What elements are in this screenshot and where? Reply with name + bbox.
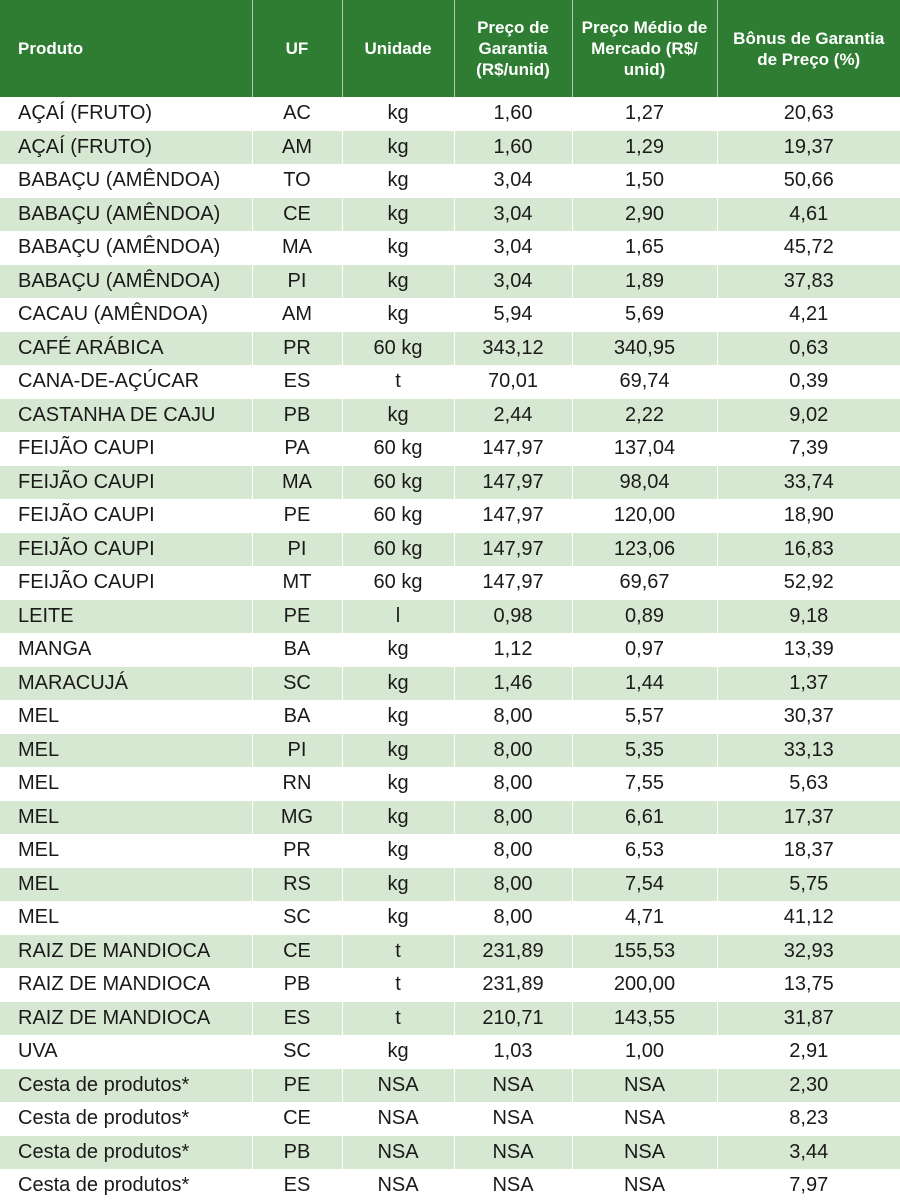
- table-row: [0, 399, 900, 433]
- cell-bonus: 7,39: [717, 432, 900, 466]
- cell-unidade: NSA: [342, 1069, 454, 1103]
- cell-uf: PR: [252, 834, 342, 868]
- cell-preco-medio: 120,00: [572, 499, 717, 533]
- cell-preco-medio: 7,55: [572, 767, 717, 801]
- cell-preco-garantia: 147,97: [454, 533, 572, 567]
- cell-uf: PE: [252, 600, 342, 634]
- cell-bonus: 4,61: [717, 198, 900, 232]
- cell-preco-garantia: 231,89: [454, 968, 572, 1002]
- cell-produto: MEL: [0, 868, 252, 902]
- cell-produto: MEL: [0, 834, 252, 868]
- cell-preco-garantia: 147,97: [454, 432, 572, 466]
- cell-preco-medio: 6,53: [572, 834, 717, 868]
- cell-uf: MA: [252, 466, 342, 500]
- table-row: [0, 231, 900, 265]
- cell-uf: PI: [252, 533, 342, 567]
- cell-bonus: 5,75: [717, 868, 900, 902]
- cell-unidade: t: [342, 365, 454, 399]
- cell-produto: UVA: [0, 1035, 252, 1069]
- table-row: [0, 868, 900, 902]
- table-row: [0, 633, 900, 667]
- table-body: [0, 97, 900, 1203]
- cell-unidade: kg: [342, 231, 454, 265]
- cell-produto: BABAÇU (AMÊNDOA): [0, 265, 252, 299]
- cell-preco-garantia: 231,89: [454, 935, 572, 969]
- table-row: [0, 1169, 900, 1203]
- cell-uf: PE: [252, 499, 342, 533]
- cell-uf: AM: [252, 131, 342, 165]
- cell-bonus: 2,91: [717, 1035, 900, 1069]
- cell-unidade: NSA: [342, 1136, 454, 1170]
- cell-produto: MEL: [0, 801, 252, 835]
- cell-bonus: 13,39: [717, 633, 900, 667]
- cell-bonus: 18,90: [717, 499, 900, 533]
- cell-bonus: 50,66: [717, 164, 900, 198]
- cell-unidade: kg: [342, 700, 454, 734]
- cell-produto: CANA-DE-AÇÚCAR: [0, 365, 252, 399]
- cell-preco-medio: 340,95: [572, 332, 717, 366]
- cell-bonus: 17,37: [717, 801, 900, 835]
- cell-uf: PI: [252, 734, 342, 768]
- cell-bonus: 33,13: [717, 734, 900, 768]
- cell-uf: RN: [252, 767, 342, 801]
- cell-produto: RAIZ DE MANDIOCA: [0, 1002, 252, 1036]
- cell-produto: MEL: [0, 767, 252, 801]
- cell-produto: RAIZ DE MANDIOCA: [0, 935, 252, 969]
- cell-bonus: 5,63: [717, 767, 900, 801]
- table-row: [0, 968, 900, 1002]
- cell-preco-medio: NSA: [572, 1136, 717, 1170]
- table-row: [0, 935, 900, 969]
- cell-unidade: kg: [342, 633, 454, 667]
- cell-preco-garantia: 8,00: [454, 734, 572, 768]
- cell-uf: SC: [252, 667, 342, 701]
- table-row: [0, 466, 900, 500]
- cell-unidade: kg: [342, 399, 454, 433]
- cell-bonus: 52,92: [717, 566, 900, 600]
- cell-unidade: 60 kg: [342, 533, 454, 567]
- table-row: [0, 1035, 900, 1069]
- table-row: [0, 365, 900, 399]
- cell-uf: TO: [252, 164, 342, 198]
- cell-preco-garantia: 1,46: [454, 667, 572, 701]
- cell-bonus: 32,93: [717, 935, 900, 969]
- cell-produto: CASTANHA DE CAJU: [0, 399, 252, 433]
- cell-preco-medio: 2,90: [572, 198, 717, 232]
- cell-produto: BABAÇU (AMÊNDOA): [0, 164, 252, 198]
- cell-unidade: kg: [342, 131, 454, 165]
- cell-produto: LEITE: [0, 600, 252, 634]
- cell-produto: FEIJÃO CAUPI: [0, 466, 252, 500]
- cell-unidade: t: [342, 935, 454, 969]
- cell-unidade: NSA: [342, 1169, 454, 1203]
- cell-bonus: 8,23: [717, 1102, 900, 1136]
- cell-preco-garantia: 8,00: [454, 801, 572, 835]
- cell-preco-medio: 5,69: [572, 298, 717, 332]
- cell-preco-garantia: 8,00: [454, 901, 572, 935]
- cell-preco-garantia: 210,71: [454, 1002, 572, 1036]
- cell-preco-medio: 1,27: [572, 97, 717, 131]
- cell-produto: MEL: [0, 901, 252, 935]
- cell-produto: BABAÇU (AMÊNDOA): [0, 198, 252, 232]
- cell-produto: MANGA: [0, 633, 252, 667]
- cell-unidade: kg: [342, 901, 454, 935]
- header-bonus: Bônus de Garantia de Preço (%): [717, 0, 900, 97]
- cell-bonus: 19,37: [717, 131, 900, 165]
- cell-preco-garantia: 2,44: [454, 399, 572, 433]
- cell-uf: PE: [252, 1069, 342, 1103]
- cell-preco-garantia: 8,00: [454, 868, 572, 902]
- cell-produto: Cesta de produtos*: [0, 1069, 252, 1103]
- cell-preco-medio: 1,89: [572, 265, 717, 299]
- cell-preco-garantia: 147,97: [454, 499, 572, 533]
- cell-unidade: 60 kg: [342, 499, 454, 533]
- cell-bonus: 3,44: [717, 1136, 900, 1170]
- table-row: [0, 97, 900, 131]
- cell-uf: CE: [252, 1102, 342, 1136]
- cell-bonus: 37,83: [717, 265, 900, 299]
- cell-uf: AC: [252, 97, 342, 131]
- cell-preco-medio: 1,65: [572, 231, 717, 265]
- table-header: [0, 0, 900, 97]
- cell-preco-garantia: 0,98: [454, 600, 572, 634]
- cell-preco-garantia: 3,04: [454, 164, 572, 198]
- cell-uf: MG: [252, 801, 342, 835]
- cell-bonus: 1,37: [717, 667, 900, 701]
- cell-unidade: 60 kg: [342, 332, 454, 366]
- table-row: [0, 298, 900, 332]
- cell-bonus: 18,37: [717, 834, 900, 868]
- cell-preco-medio: 155,53: [572, 935, 717, 969]
- cell-uf: BA: [252, 633, 342, 667]
- cell-preco-garantia: 3,04: [454, 231, 572, 265]
- cell-preco-medio: 5,57: [572, 700, 717, 734]
- cell-uf: PR: [252, 332, 342, 366]
- cell-bonus: 30,37: [717, 700, 900, 734]
- cell-preco-medio: 7,54: [572, 868, 717, 902]
- cell-produto: MARACUJÁ: [0, 667, 252, 701]
- cell-uf: ES: [252, 365, 342, 399]
- cell-uf: ES: [252, 1002, 342, 1036]
- cell-uf: ES: [252, 1169, 342, 1203]
- cell-produto: BABAÇU (AMÊNDOA): [0, 231, 252, 265]
- cell-uf: PA: [252, 432, 342, 466]
- cell-produto: CACAU (AMÊNDOA): [0, 298, 252, 332]
- table-row: [0, 265, 900, 299]
- cell-uf: PI: [252, 265, 342, 299]
- cell-preco-medio: 5,35: [572, 734, 717, 768]
- header-preco-garantia: Preço de Garantia (R$/unid): [454, 0, 572, 97]
- cell-preco-garantia: 1,60: [454, 97, 572, 131]
- cell-unidade: kg: [342, 667, 454, 701]
- cell-unidade: l: [342, 600, 454, 634]
- cell-preco-garantia: 147,97: [454, 466, 572, 500]
- cell-preco-medio: NSA: [572, 1069, 717, 1103]
- cell-uf: PB: [252, 968, 342, 1002]
- cell-produto: Cesta de produtos*: [0, 1102, 252, 1136]
- cell-unidade: kg: [342, 164, 454, 198]
- cell-unidade: kg: [342, 767, 454, 801]
- cell-preco-garantia: 70,01: [454, 365, 572, 399]
- cell-bonus: 7,97: [717, 1169, 900, 1203]
- cell-bonus: 2,30: [717, 1069, 900, 1103]
- header-row: [0, 0, 900, 97]
- cell-preco-medio: 123,06: [572, 533, 717, 567]
- cell-uf: AM: [252, 298, 342, 332]
- cell-unidade: kg: [342, 834, 454, 868]
- table-row: [0, 767, 900, 801]
- cell-preco-garantia: 8,00: [454, 834, 572, 868]
- cell-preco-medio: 69,67: [572, 566, 717, 600]
- cell-preco-medio: 98,04: [572, 466, 717, 500]
- cell-bonus: 0,39: [717, 365, 900, 399]
- cell-unidade: kg: [342, 734, 454, 768]
- cell-bonus: 45,72: [717, 231, 900, 265]
- cell-preco-medio: NSA: [572, 1169, 717, 1203]
- cell-unidade: kg: [342, 1035, 454, 1069]
- cell-preco-medio: 1,29: [572, 131, 717, 165]
- cell-preco-medio: 2,22: [572, 399, 717, 433]
- table-row: [0, 131, 900, 165]
- cell-preco-medio: 137,04: [572, 432, 717, 466]
- cell-preco-medio: 1,00: [572, 1035, 717, 1069]
- header-uf: UF: [252, 0, 342, 97]
- table-row: [0, 801, 900, 835]
- cell-uf: CE: [252, 198, 342, 232]
- cell-preco-garantia: 8,00: [454, 700, 572, 734]
- table-row: [0, 667, 900, 701]
- cell-bonus: 31,87: [717, 1002, 900, 1036]
- cell-bonus: 20,63: [717, 97, 900, 131]
- cell-preco-garantia: 1,03: [454, 1035, 572, 1069]
- table-row: [0, 332, 900, 366]
- cell-preco-medio: 4,71: [572, 901, 717, 935]
- cell-preco-medio: 143,55: [572, 1002, 717, 1036]
- table-row: [0, 834, 900, 868]
- cell-preco-medio: 1,50: [572, 164, 717, 198]
- cell-produto: Cesta de produtos*: [0, 1136, 252, 1170]
- cell-unidade: kg: [342, 868, 454, 902]
- table-row: [0, 600, 900, 634]
- cell-preco-medio: 200,00: [572, 968, 717, 1002]
- table-row: [0, 700, 900, 734]
- cell-preco-garantia: 147,97: [454, 566, 572, 600]
- cell-produto: RAIZ DE MANDIOCA: [0, 968, 252, 1002]
- cell-bonus: 13,75: [717, 968, 900, 1002]
- table-row: [0, 734, 900, 768]
- cell-preco-garantia: NSA: [454, 1136, 572, 1170]
- cell-uf: PB: [252, 1136, 342, 1170]
- cell-unidade: t: [342, 968, 454, 1002]
- cell-preco-medio: 6,61: [572, 801, 717, 835]
- cell-uf: CE: [252, 935, 342, 969]
- cell-produto: AÇAÍ (FRUTO): [0, 97, 252, 131]
- table-row: [0, 198, 900, 232]
- table-row: [0, 432, 900, 466]
- cell-preco-garantia: NSA: [454, 1102, 572, 1136]
- cell-preco-garantia: 5,94: [454, 298, 572, 332]
- cell-unidade: 60 kg: [342, 432, 454, 466]
- cell-produto: FEIJÃO CAUPI: [0, 499, 252, 533]
- cell-preco-garantia: 1,12: [454, 633, 572, 667]
- cell-uf: RS: [252, 868, 342, 902]
- table-row: [0, 566, 900, 600]
- cell-unidade: 60 kg: [342, 466, 454, 500]
- cell-bonus: 0,63: [717, 332, 900, 366]
- cell-preco-medio: 1,44: [572, 667, 717, 701]
- header-preco-medio: Preço Médio de Mercado (R$/ unid): [572, 0, 717, 97]
- cell-preco-garantia: 8,00: [454, 767, 572, 801]
- cell-produto: FEIJÃO CAUPI: [0, 432, 252, 466]
- cell-preco-garantia: NSA: [454, 1169, 572, 1203]
- table-row: [0, 1102, 900, 1136]
- cell-unidade: 60 kg: [342, 566, 454, 600]
- cell-preco-garantia: 343,12: [454, 332, 572, 366]
- cell-preco-medio: 0,89: [572, 600, 717, 634]
- cell-uf: SC: [252, 901, 342, 935]
- cell-preco-garantia: 3,04: [454, 265, 572, 299]
- cell-bonus: 9,02: [717, 399, 900, 433]
- cell-uf: SC: [252, 1035, 342, 1069]
- cell-produto: MEL: [0, 734, 252, 768]
- cell-unidade: kg: [342, 265, 454, 299]
- cell-uf: PB: [252, 399, 342, 433]
- cell-bonus: 33,74: [717, 466, 900, 500]
- cell-bonus: 16,83: [717, 533, 900, 567]
- table-row: [0, 1136, 900, 1170]
- cell-unidade: kg: [342, 198, 454, 232]
- table-row: [0, 164, 900, 198]
- cell-unidade: kg: [342, 298, 454, 332]
- cell-produto: AÇAÍ (FRUTO): [0, 131, 252, 165]
- table-row: [0, 1069, 900, 1103]
- cell-produto: FEIJÃO CAUPI: [0, 533, 252, 567]
- table-row: [0, 499, 900, 533]
- cell-produto: MEL: [0, 700, 252, 734]
- header-unidade: Unidade: [342, 0, 454, 97]
- header-produto: Produto: [18, 39, 84, 58]
- cell-preco-medio: 69,74: [572, 365, 717, 399]
- cell-unidade: kg: [342, 801, 454, 835]
- cell-preco-medio: 0,97: [572, 633, 717, 667]
- cell-uf: MA: [252, 231, 342, 265]
- cell-preco-garantia: NSA: [454, 1069, 572, 1103]
- cell-preco-garantia: 1,60: [454, 131, 572, 165]
- cell-produto: FEIJÃO CAUPI: [0, 566, 252, 600]
- cell-unidade: kg: [342, 97, 454, 131]
- cell-produto: CAFÉ ARÁBICA: [0, 332, 252, 366]
- cell-preco-garantia: 3,04: [454, 198, 572, 232]
- cell-bonus: 4,21: [717, 298, 900, 332]
- table-row: [0, 533, 900, 567]
- cell-unidade: t: [342, 1002, 454, 1036]
- table-row: [0, 901, 900, 935]
- table-row: [0, 1002, 900, 1036]
- cell-uf: BA: [252, 700, 342, 734]
- cell-produto: Cesta de produtos*: [0, 1169, 252, 1203]
- cell-uf: MT: [252, 566, 342, 600]
- cell-bonus: 41,12: [717, 901, 900, 935]
- cell-unidade: NSA: [342, 1102, 454, 1136]
- cell-preco-medio: NSA: [572, 1102, 717, 1136]
- cell-bonus: 9,18: [717, 600, 900, 634]
